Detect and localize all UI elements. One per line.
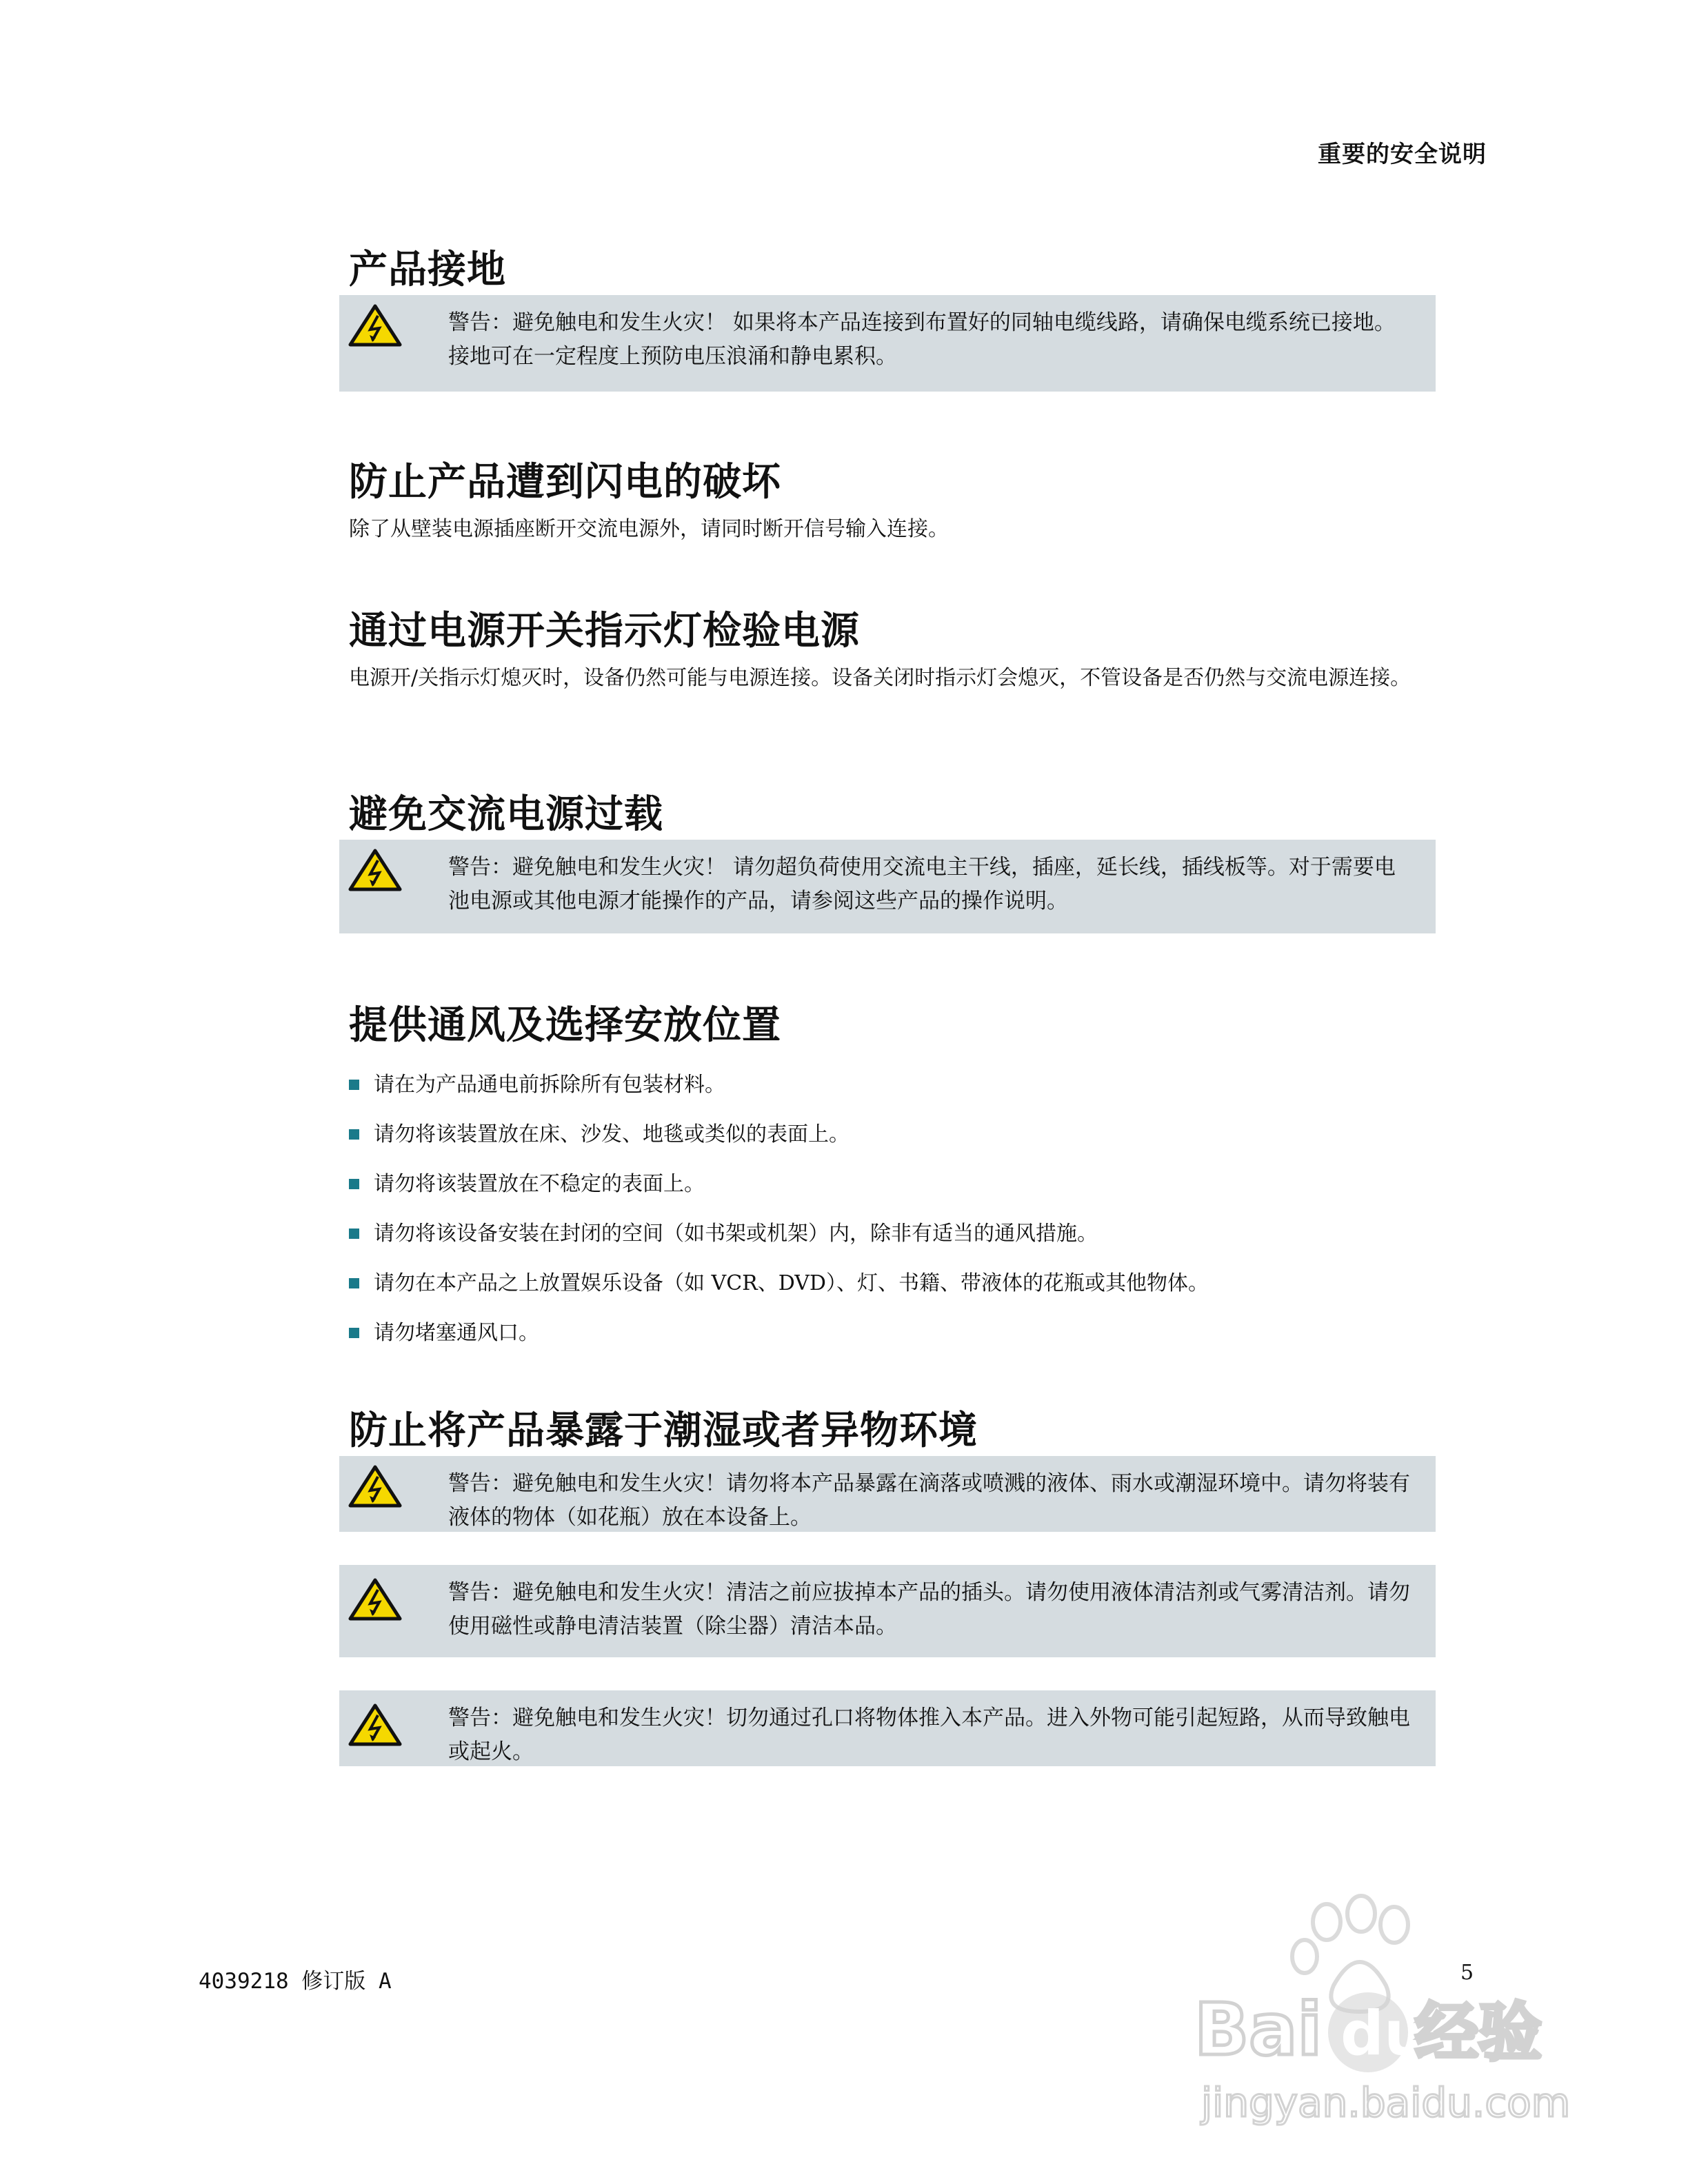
svg-text:jingyan.baidu.com: jingyan.baidu.com: [1201, 2079, 1571, 2126]
warning-box: [339, 840, 1436, 933]
bullet-square-icon: [349, 1228, 359, 1239]
list-item: 请勿将该设备安装在封闭的空间（如书架或机架）内，除非有适当的通风措施。: [349, 1209, 1436, 1259]
section-heading: 防止将产品暴露于潮湿或者异物环境: [349, 1408, 978, 1453]
list-item: 请勿将该装置放在床、沙发、地毯或类似的表面上。: [349, 1110, 1436, 1160]
page-number: 5: [1460, 1961, 1474, 1985]
bullet-square-icon: [349, 1179, 359, 1189]
running-header-title: 重要的安全说明: [1318, 141, 1487, 168]
svg-text:Bai: Bai: [1194, 1988, 1323, 2072]
section-lightning: [339, 458, 1436, 546]
electric-hazard-icon: [348, 848, 403, 892]
warning-text: 警告：避免触电和发生火灾！ 如果将本产品连接到布置好的同轴电缆线路，请确保电缆系统已接地。接地可在一定程度上预防电压浪涌和静电累积。: [448, 310, 1396, 369]
bullet-square-icon: [349, 1278, 359, 1288]
footer-doc-id: 4039218 修订版 A: [199, 1969, 392, 1994]
section-ventilation: [339, 1001, 1436, 1358]
section-power-indicator: [339, 607, 1436, 695]
warning-text: 警告：避免触电和发生火灾！ 请勿超负荷使用交流电主干线，插座，延长线，插线板等。对于需要电池电源或其他电源才能操作的产品，请参阅这些产品的操作说明。: [448, 855, 1396, 913]
section-heading: 通过电源开关指示灯检验电源: [349, 609, 860, 654]
warning-box: [339, 1690, 1436, 1766]
bullet-square-icon: [349, 1129, 359, 1140]
warning-box: [339, 1456, 1436, 1532]
bullet-square-icon: [349, 1328, 359, 1338]
warning-box: [339, 295, 1436, 392]
section-moisture: [339, 1406, 1436, 1766]
svg-text:du: du: [1340, 1998, 1427, 2069]
list-item: 请勿在本产品之上放置娱乐设备（如 VCR、DVD）、灯、书籍、带液体的花瓶或其他物体。: [349, 1259, 1436, 1308]
section-overload: [339, 790, 1436, 933]
baidu-jingyan-watermark: [1180, 1889, 1580, 2137]
electric-hazard-icon: [348, 1464, 403, 1508]
svg-text:经验: 经验: [1415, 1996, 1543, 2070]
warning-box: [339, 1565, 1436, 1657]
section-grounding: [339, 245, 1436, 392]
warning-text: 警告：避免触电和发生火灾！清洁之前应拔掉本产品的插头。请勿使用液体清洁剂或气雾清洁剂。请勿使用磁性或静电清洁装置（除尘器）清洁本品。: [448, 1580, 1410, 1639]
electric-hazard-icon: [348, 1703, 403, 1747]
electric-hazard-icon: [348, 1577, 403, 1621]
bullet-square-icon: [349, 1080, 359, 1090]
body-paragraph: 除了从壁装电源插座断开交流电源外，请同时断开信号输入连接。: [349, 517, 949, 541]
warning-text: 警告：避免触电和发生火灾！请勿将本产品暴露在滴落或喷溅的液体、雨水或潮湿环境中。请勿将装有液体的物体（如花瓶）放在本设备上。: [448, 1471, 1410, 1530]
body-paragraph: 电源开/关指示灯熄灭时，设备仍然可能与电源连接。设备关闭时指示灯会熄灭，不管设备是否仍然与交流电源连接。: [349, 666, 1411, 690]
list-item: 请勿堵塞通风口。: [349, 1308, 1436, 1358]
baidu-paw-logo-icon: [1180, 1889, 1580, 2137]
section-heading: 避免交流电源过载: [349, 792, 663, 837]
section-heading: 产品接地: [349, 247, 506, 292]
section-heading: 提供通风及选择安放位置: [349, 1003, 781, 1048]
list-item: 请勿将该装置放在不稳定的表面上。: [349, 1160, 1436, 1209]
section-heading: 防止产品遭到闪电的破坏: [349, 460, 781, 505]
bullet-list: [339, 1060, 1436, 1358]
warning-text: 警告：避免触电和发生火灾！切勿通过孔口将物体推入本产品。进入外物可能引起短路，从而导致触电或起火。: [448, 1706, 1410, 1764]
list-item: 请在为产品通电前拆除所有包装材料。: [349, 1060, 1436, 1110]
electric-hazard-icon: [348, 303, 403, 347]
